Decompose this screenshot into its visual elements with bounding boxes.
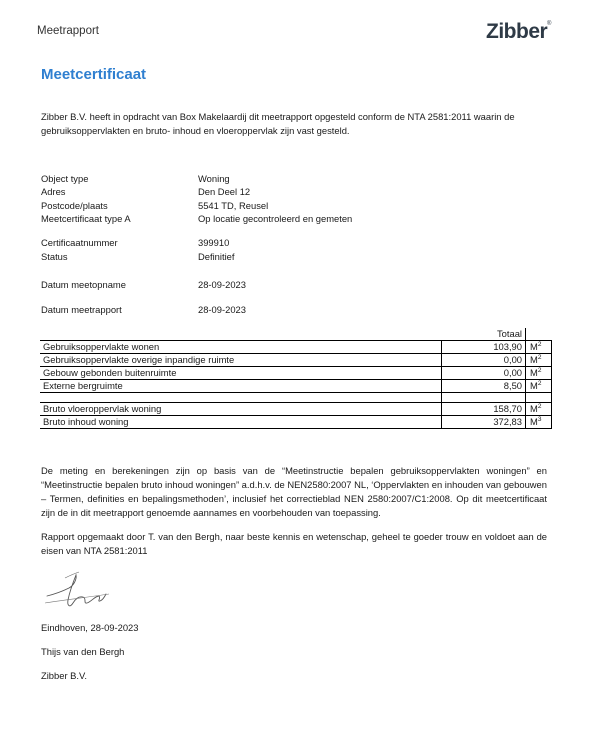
table-spacer [40, 393, 552, 403]
row-value: 0,00 [442, 367, 526, 380]
row-label: Externe bergruimte [40, 380, 442, 393]
detail-label: Datum meetopname [41, 279, 126, 290]
detail-label: Adres [41, 186, 66, 197]
detail-value: 28-09-2023 [198, 304, 246, 315]
table-row [40, 403, 552, 416]
detail-label: Object type [41, 173, 89, 184]
row-label: Gebouw gebonden buitenruimte [40, 367, 442, 380]
company-logo: Zibber [486, 20, 548, 43]
row-unit: $M^2$ [526, 403, 552, 416]
table-row [40, 380, 552, 393]
signer-name: Thijs van den Bergh [41, 646, 125, 657]
detail-label: Certificaatnummer [41, 237, 118, 248]
total-header: Totaal [442, 328, 526, 341]
logo-registered-mark: ® [547, 21, 552, 27]
detail-value: Woning [198, 173, 230, 184]
table-row [40, 416, 552, 429]
table-header-row [40, 328, 552, 341]
method-paragraph: De meting en berekeningen zijn op basis van de “Meetinstructie bepalen gebruiksoppervlakten woningen” en “Meetinstructie bepalen bruto inhoud woningen” a.d.h.v. de NEN2580:2007 NL, ‘Oppervlakten en inhouden van gebouwen – Termen, definities en bepalingsmethoden’, inclusief het correctieblad NEN 2580:2007/C1:2008. Op dit meetcertificaat zijn de in dit meetrapport genoemde aannames en voorbehouden van toepassing. [41, 465, 547, 518]
row-label: Gebruiksoppervlakte wonen [40, 341, 442, 354]
company-name: Zibber B.V. [41, 670, 88, 681]
row-label: Bruto vloeroppervlak woning [40, 403, 442, 416]
row-unit: $M^3$ [526, 416, 552, 429]
detail-label: Datum meetrapport [41, 304, 122, 315]
detail-value: 399910 [198, 237, 230, 248]
detail-label: Postcode/plaats [41, 200, 108, 211]
detail-value: Den Deel 12 [198, 186, 251, 197]
measurement-table [40, 328, 552, 429]
document-title: Meetcertificaat [41, 66, 147, 83]
author-paragraph: Rapport opgemaakt door T. van den Bergh, naar beste kennis en wetenschap, geheel te goeder trouw en voldoet aan de eisen van NTA 2581:2011 [41, 531, 547, 556]
row-value: 8,50 [442, 380, 526, 393]
row-unit: $M^2$ [526, 380, 552, 393]
detail-label: Status [41, 251, 68, 262]
row-unit: $M^2$ [526, 354, 552, 367]
row-value: 103,90 [442, 341, 526, 354]
row-unit: $M^2$ [526, 341, 552, 354]
detail-value: 28-09-2023 [198, 279, 246, 290]
place-date: Eindhoven, 28-09-2023 [41, 622, 139, 633]
row-value: 372,83 [442, 416, 526, 429]
row-value: 0,00 [442, 354, 526, 367]
row-label: Bruto inhoud woning [40, 416, 442, 429]
detail-value: Definitief [198, 251, 235, 262]
row-unit: $M^2$ [526, 367, 552, 380]
detail-value: 5541 TD, Reusel [198, 200, 269, 211]
signature-image [43, 566, 113, 614]
table-row [40, 341, 552, 354]
intro-paragraph: Zibber B.V. heeft in opdracht van Box Makelaardij dit meetrapport opgesteld conform de NTA 2581:2011 waarin de gebruiksoppervlakten en bruto- inhoud en vloeroppervlak zijn vast gesteld. [41, 111, 515, 136]
table-row [40, 367, 552, 380]
detail-value: Op locatie gecontroleerd en gemeten [198, 213, 353, 224]
header-title: Meetrapport [37, 25, 100, 37]
table-row [40, 354, 552, 367]
detail-label: Meetcertificaat type A [41, 213, 131, 224]
row-label: Gebruiksoppervlakte overige inpandige ruimte [40, 354, 442, 367]
row-value: 158,70 [442, 403, 526, 416]
